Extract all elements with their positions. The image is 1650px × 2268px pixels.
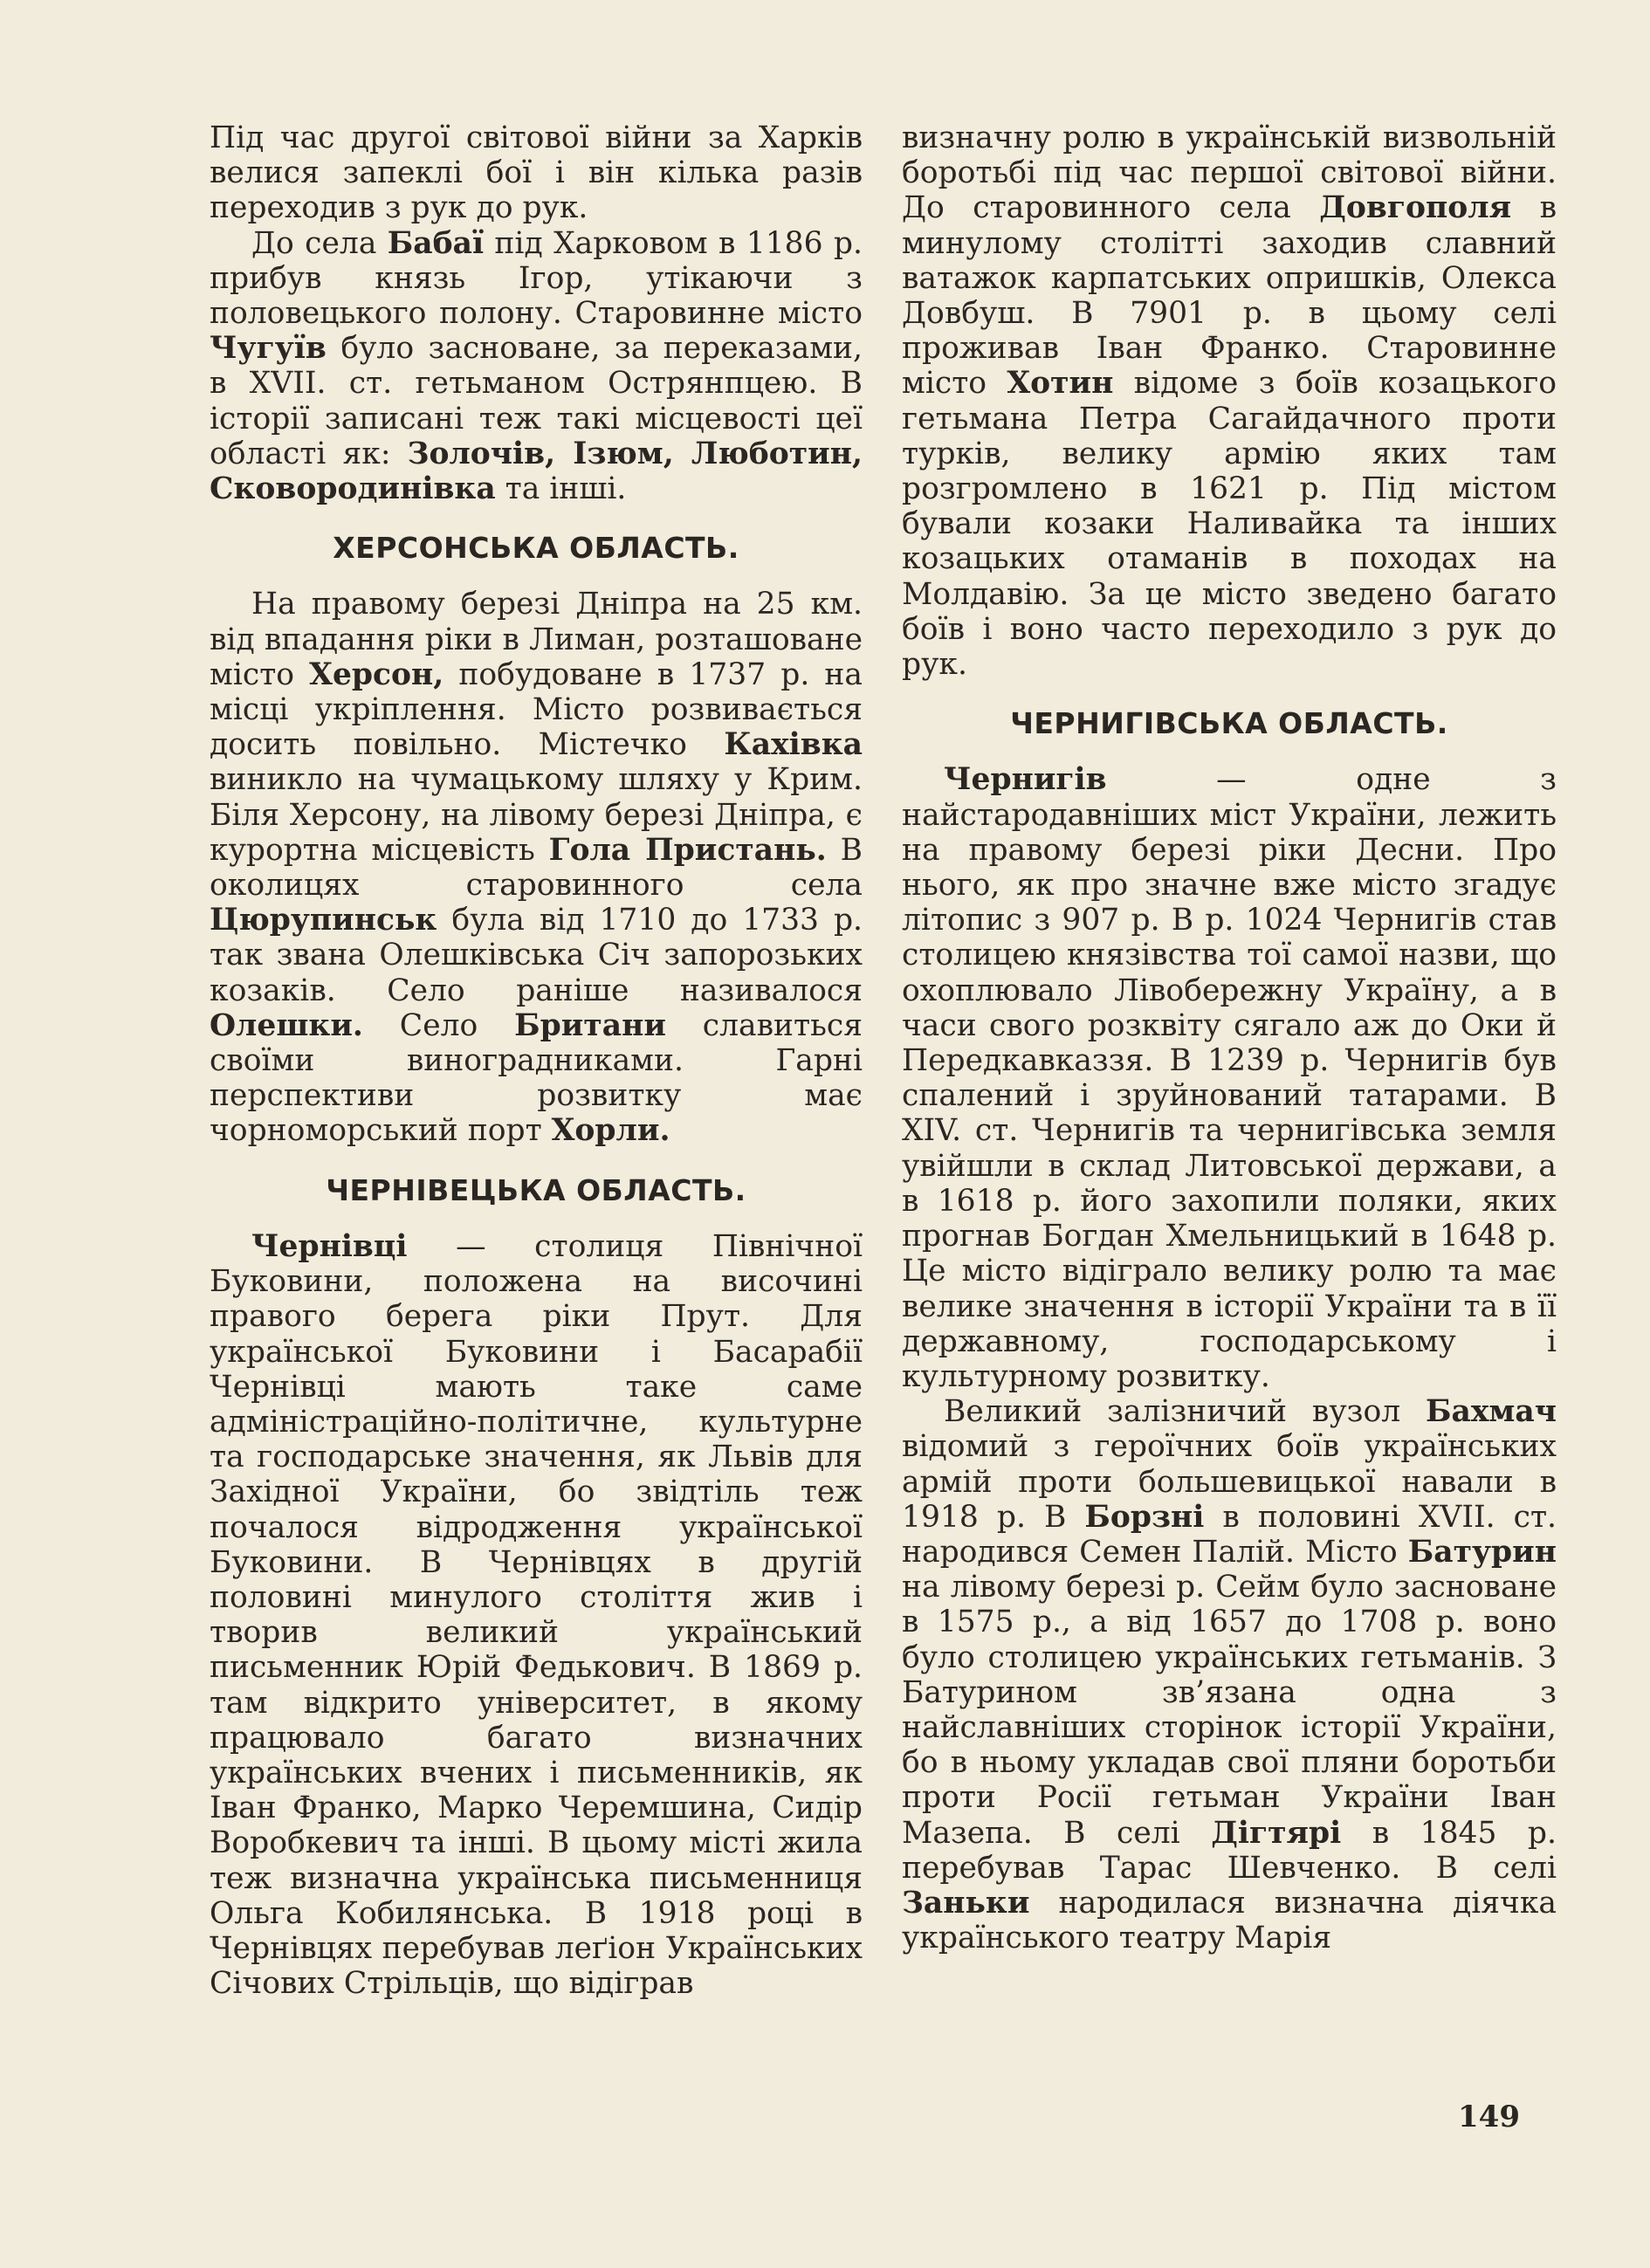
bold-place-name: Золочів, Ізюм, Люботин, Сковородинівка <box>210 436 863 507</box>
bold-place-name: Цюрупинськ <box>210 903 437 938</box>
bold-place-name: Батурин <box>1407 1534 1557 1570</box>
bold-place-name: Бабаї <box>387 225 485 261</box>
bold-place-name: Гола Пристань. <box>548 832 827 868</box>
right-column <box>902 120 1557 1955</box>
bold-place-name: Хотин <box>1007 366 1114 402</box>
bold-place-name: Бахмач <box>1426 1394 1557 1430</box>
bold-place-name: Хорли. <box>551 1113 670 1149</box>
page-number: 149 <box>1458 2100 1520 2134</box>
left-column <box>210 120 863 2001</box>
section-heading-chernivtsi: ЧЕРНІВЕЦЬКА ОБЛАСТЬ. <box>326 1172 746 1207</box>
section-heading-chernihiv: ЧЕРНИГІВСЬКА ОБЛАСТЬ. <box>1010 706 1448 741</box>
paragraph: визначну ролю в українській визвольній боротьбі під час першої світової війни. До старовинного села Довгополя в минулому столітті заходив славний ватажок карпатських опришків, Олекса Довбуш. В 7901 р. в цьому селі проживав Іван Франко. Старовинне місто Хотин відоме з боїв козацького гетьмана Петра Сагайдачного проти турків, велику армію яких там розгромлено в 1621 р. Під містом бували козаки Наливайка та інших козацьких отаманів в походах на Молдавію. За це місто зведено багато боїв і воно часто переходило з рук до рук. <box>902 120 1557 683</box>
paragraph: Великий залізничий вузол Бахмач відомий з героїчних боїв українських армій проти большевицької навали в 1918 р. В Борзні в половині XVII. ст. народився Семен Палій. Місто Батурин на лівому березі р. Сейм було засноване в 1575 р., а від 1657 до 1708 р. воно було столицею українських гетьманів. З Батурином зв’язана одна з найславніших сторінок історії України, бо в ньому укладав свої пляни боротьби проти Росії гетьман України Іван Мазепа. В селі Дігтярі в 1845 р. перебував Тарас Шевченко. В селі Заньки народилася визначна діячка українського театру Марія <box>902 1394 1557 1956</box>
bold-place-name: Британи <box>514 1007 666 1043</box>
paragraph: Чернівці — столиця Північної Буковини, положена на височині правого берега ріки Прут. Для української Буковини і Басарабії Чернівці мають таке саме адміністраційно-політичне, культурне та господарське значення, як Львів для Західної України, бо звідтіль теж почалося відродження української Буковини. В Чернівцях в другій половині минулого століття жив і творив великий український письменник Юрій Федькович. В 1869 р. там відкрито університет, в якому працювало багато визначних українських вчених і письменників, як Іван Франко, Марко Черемшина, Сидір Воробкевич та інші. В цьому місті жила теж визначна українська письменниця Ольга Кобилянська. В 1918 році в Чернівцях перебував леґіон Українських Січових Стрільців, що відіграв <box>210 1228 863 2002</box>
paragraph: На правому березі Дніпра на 25 км. від впадання ріки в Лиман, розташоване місто Херсон, побудоване в 1737 р. на місці укріплення. Місто розвивається досить повільно. Містечко Кахівка виникло на чумацькому шляху у Крим. Біля Херсону, на лівому березі Дніпра, є курортна місцевість Гола Пристань. В околицях старовинного села Цюрупинськ була від 1710 до 1733 р. так звана Олешківська Січ запорозьких козаків. Село раніше називалося Олешки. Село Британи славиться своїми виноградниками. Гарні перспективи розвитку має чорноморський порт Хорли. <box>210 587 863 1149</box>
section-heading-kherson: ХЕРСОНСЬКА ОБЛАСТЬ. <box>333 531 739 566</box>
bold-place-name: Чугуїв <box>210 331 327 367</box>
bold-place-name: Заньки <box>902 1885 1030 1921</box>
bold-place-name: Довгополя <box>1319 190 1512 226</box>
bold-place-name: Олешки. <box>210 1007 363 1043</box>
bold-place-name: Чернівці <box>251 1228 408 1264</box>
bold-place-name: Дігтярі <box>1211 1815 1342 1851</box>
bold-place-name: Чернигів <box>944 762 1107 798</box>
bold-place-name: Херсон, <box>309 656 444 692</box>
paragraph: Під час другої світової війни за Харків велися запеклі бої і він кілька разів переходив з рук до рук. <box>210 120 863 226</box>
paragraph: До села Бабаї під Харковом в 1186 р. прибув князь Ігор, утікаючи з половецького полону. Старовинне місто Чугуїв було засноване, за переказами, в XVII. ст. гетьманом Острянпцею. В історії записані теж такі місцевості цеї області як: Золочів, Ізюм, Люботин, Сковородинівка та інші. <box>210 225 863 507</box>
paragraph: Чернигів — одне з найстародавніших міст України, лежить на правому березі ріки Десни. Про нього, як про значне вже місто згадує літопис з 907 р. В р. 1024 Чернигів став столицею князівства тої самої назви, що охоплювало Лівобережну Україну, а в часи свого розквіту сягало аж до Оки й Передкавказзя. В 1239 р. Чернигів був спалений і зруйнований татарами. В XIV. ст. Чернигів та чернигівська земля увійшли в склад Литовської держави, а в 1618 р. його захопили поляки, яких прогнав Богдан Хмельницький в 1648 р. Це місто відіграло велику ролю та має велике значення в історії України та в її державному, господарському і культурному розвитку. <box>902 762 1557 1394</box>
bold-place-name: Борзні <box>1084 1499 1205 1535</box>
bold-place-name: Кахівка <box>724 727 863 763</box>
